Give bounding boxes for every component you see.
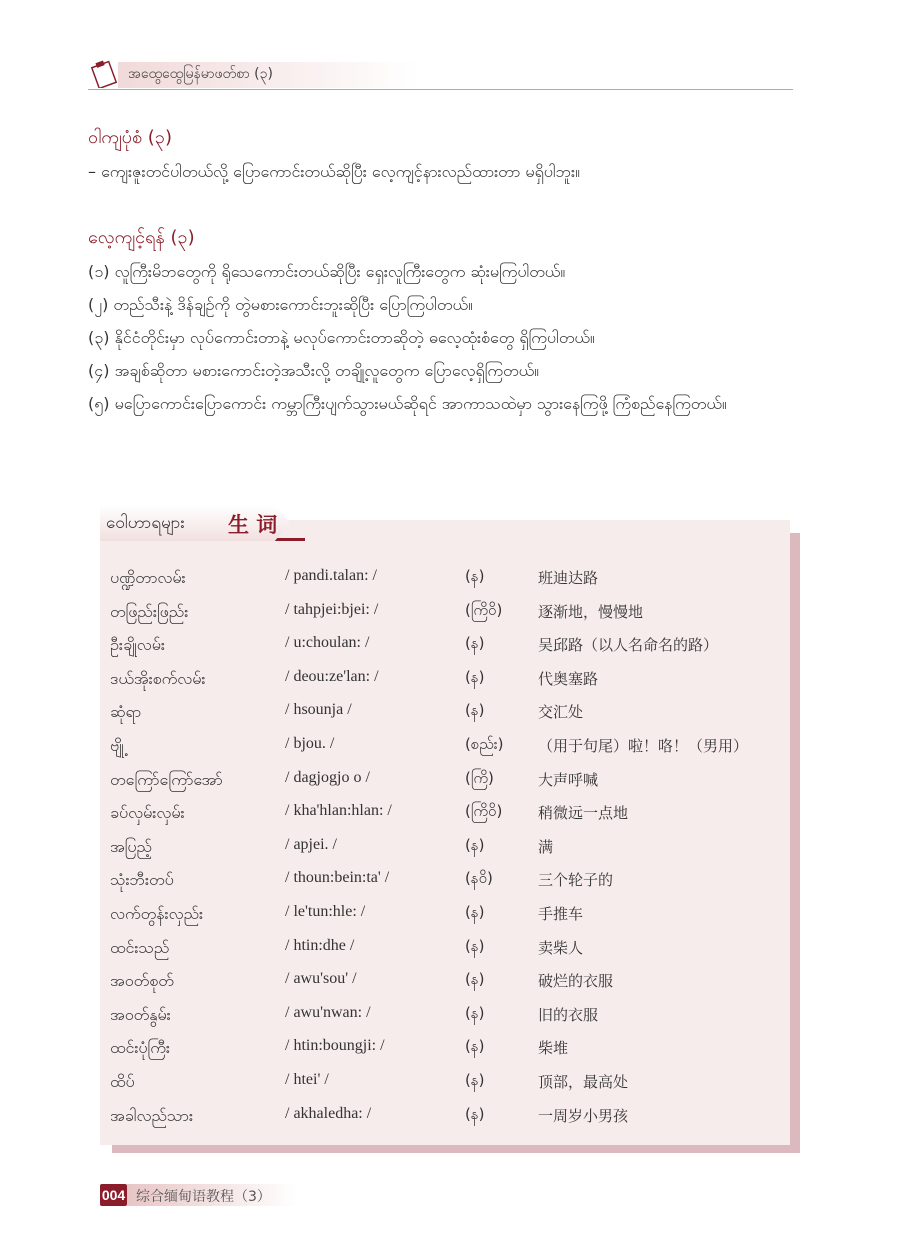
- vocab-word: ဆုံရာ: [110, 702, 142, 722]
- vocab-pronunciation: / thoun:bein:ta' /: [285, 869, 390, 887]
- vocab-row: [110, 869, 790, 899]
- vocab-pronunciation: / awu'nwan: /: [285, 1003, 371, 1021]
- vocab-part-of-speech: (ကြိ): [465, 768, 494, 787]
- vocab-part-of-speech: (န): [465, 970, 485, 989]
- pattern-line: – ကျေးဇူးတင်ပါတယ်လို့ ပြောကောင်းတယ်ဆိုပြီး လေ့ကျင့်နားလည်ထားတာ မရှိပါဘူး။: [88, 162, 580, 181]
- vocab-title-zh: 生 词: [228, 513, 278, 537]
- vocab-row: [110, 769, 790, 799]
- vocab-pronunciation: / bjou. /: [285, 735, 335, 752]
- vocab-word: ဗျို့: [110, 736, 124, 755]
- vocab-pronunciation: / apjei. /: [285, 835, 337, 853]
- vocab-word: ခပ်လှမ်းလှမ်း: [110, 803, 185, 823]
- vocab-meaning: 一周岁小男孩: [538, 1106, 629, 1125]
- vocab-row: [110, 1105, 790, 1135]
- vocab-meaning: 班迪达路: [538, 569, 599, 587]
- vocab-word: အဝတ်စုတ်: [110, 971, 174, 991]
- vocab-pronunciation: / dagjogjo o /: [285, 768, 370, 786]
- vocab-meaning: 代奥塞路: [538, 669, 599, 688]
- vocab-word: ပဏ္ဍိတာလမ်း: [110, 568, 186, 587]
- exercise-item: (၃) နိုင်ငံတိုင်းမှာ လုပ်ကောင်းတာနဲ့ မလုပ်ကောင်းတာဆိုတဲ့ ဓလေ့ထုံးစံတွေ ရှိကြပါတယ်။: [88, 328, 595, 347]
- vocab-meaning: 柴堆: [538, 1039, 569, 1058]
- book-title: 综合缅甸语教程（3）: [136, 1189, 271, 1205]
- vocab-part-of-speech: (န): [465, 903, 485, 921]
- vocab-meaning: 大声呼喊: [538, 770, 599, 789]
- vocab-title-my: ဝေါဟာရများ: [106, 513, 185, 533]
- vocab-part-of-speech: (န): [465, 1003, 485, 1022]
- vocab-word: ထင်းသည်: [110, 937, 170, 957]
- vocab-row: [110, 1037, 790, 1067]
- vocab-row: [110, 937, 790, 967]
- vocab-row: [110, 903, 790, 933]
- vocab-meaning: 吴邱路（以人名命名的路）: [538, 636, 719, 655]
- page-number: 004: [100, 1184, 127, 1206]
- vocab-pronunciation: / htin:dhe /: [285, 936, 355, 954]
- vocab-part-of-speech: (န): [465, 1104, 485, 1123]
- clipboard-icon: [90, 58, 120, 88]
- vocab-pronunciation: / deou:ze'lan: /: [285, 667, 379, 685]
- vocab-part-of-speech: (န): [465, 1037, 485, 1056]
- vocab-row: [110, 1071, 790, 1101]
- exercise-heading: လေ့ကျင့်ရန် (၃): [88, 227, 195, 248]
- vocab-part-of-speech: (ကြိဝိ): [465, 600, 503, 619]
- vocab-part-of-speech: (န): [465, 634, 485, 653]
- vocab-meaning: 满: [538, 837, 554, 856]
- vocab-meaning: 交汇处: [538, 703, 584, 722]
- vocab-part-of-speech: (စည်း): [465, 735, 504, 753]
- pattern-heading: ဝါကျပုံစံ (၃): [88, 127, 172, 148]
- vocab-title: [100, 505, 305, 541]
- vocab-part-of-speech: (န): [465, 667, 485, 686]
- vocab-word: ဦးချိုလမ်း: [110, 635, 165, 655]
- vocab-word: သုံးဘီးတပ်: [110, 870, 174, 890]
- vocab-meaning: 顶部，最高处: [538, 1073, 629, 1091]
- exercise-item: (၅) မပြောကောင်းပြောကောင်း ကမ္ဘာကြီးပျက်သွားမယ်ဆိုရင် အာကာသထဲမှာ သွားနေကြဖို့ ကြံစည်နေကြတယ်။: [88, 394, 727, 413]
- vocab-word: ထိပ်: [110, 1072, 135, 1091]
- vocab-row: [110, 1004, 790, 1034]
- running-header: [88, 56, 793, 90]
- vocab-word: တကြော်ကြော်အော်: [110, 769, 223, 789]
- vocab-row: [110, 601, 790, 631]
- vocab-word: ထင်းပုံကြီး: [110, 1038, 170, 1058]
- vocab-word: လက်တွန်းလှည်း: [110, 904, 204, 923]
- vocab-row: [110, 970, 790, 1000]
- exercise-item: (၄) အချစ်ဆိုတာ မစားကောင်းတဲ့အသီးလို့ တချို့လူတွေက ပြောလေ့ရှိကြတယ်။: [88, 361, 539, 380]
- vocab-pronunciation: / u:choulan: /: [285, 634, 370, 652]
- vocab-row: [110, 701, 790, 731]
- vocab-part-of-speech: (နဝိ): [465, 869, 493, 888]
- vocab-word: အပြည့်: [110, 836, 152, 856]
- exercise-item: (၂) တည်သီးနဲ့ ဒိန်ချဉ်ကို တွဲမစားကောင်းဘူးဆိုပြီး ပြောကြပါတယ်။: [88, 295, 473, 314]
- vocab-row: [110, 802, 790, 832]
- vocab-row: [110, 668, 790, 698]
- vocab-pronunciation: / akhaledha: /: [285, 1104, 372, 1122]
- vocab-row: [110, 567, 790, 597]
- page-footer: [100, 1184, 300, 1206]
- vocab-word: အခါလည်သား: [110, 1105, 194, 1125]
- vocab-meaning: 逐渐地，慢慢地: [538, 602, 644, 621]
- vocab-meaning: 三个轮子的: [538, 871, 614, 890]
- vocab-part-of-speech: (န): [465, 567, 485, 585]
- vocab-pronunciation: / htei' /: [285, 1071, 329, 1088]
- vocab-part-of-speech: (န): [465, 701, 485, 720]
- vocab-pronunciation: / htin:boungji: /: [285, 1037, 385, 1055]
- vocab-word: ဒယ်အိုးစက်လမ်း: [110, 668, 206, 688]
- vocab-part-of-speech: (န): [465, 835, 485, 854]
- vocab-pronunciation: / hsounja /: [285, 701, 352, 719]
- vocab-meaning: （用于句尾）啦！咯！（男用）: [538, 737, 749, 755]
- vocab-meaning: 稍微远一点地: [538, 804, 629, 823]
- vocab-word: တဖြည်းဖြည်း: [110, 601, 189, 621]
- vocab-pronunciation: / awu'sou' /: [285, 970, 357, 988]
- vocab-row: [110, 735, 790, 765]
- vocab-part-of-speech: (န): [465, 936, 485, 955]
- vocab-meaning: 手推车: [538, 905, 584, 923]
- header-title: အထွေထွေမြန်မာဖတ်စာ (၃): [128, 66, 273, 82]
- vocab-part-of-speech: (န): [465, 1071, 485, 1089]
- vocab-pronunciation: / kha'hlan:hlan: /: [285, 802, 392, 820]
- vocab-meaning: 旧的衣服: [538, 1005, 599, 1024]
- vocab-row: [110, 634, 790, 664]
- vocab-meaning: 破烂的衣服: [538, 972, 614, 991]
- vocab-word: အဝတ်နွမ်း: [110, 1004, 171, 1024]
- vocab-pronunciation: / pandi.talan: /: [285, 567, 377, 584]
- vocab-pronunciation: / le'tun:hle: /: [285, 903, 366, 920]
- exercise-item: (၁) လူကြီးမိဘတွေကို ရိုသေကောင်းတယ်ဆိုပြီး ရှေးလူကြီးတွေက ဆုံးမကြပါတယ်။: [88, 262, 566, 281]
- vocab-pronunciation: / tahpjei:bjei: /: [285, 600, 379, 618]
- vocab-part-of-speech: (ကြိဝိ): [465, 802, 503, 821]
- vocab-row: [110, 836, 790, 866]
- vocab-meaning: 卖柴人: [538, 938, 584, 957]
